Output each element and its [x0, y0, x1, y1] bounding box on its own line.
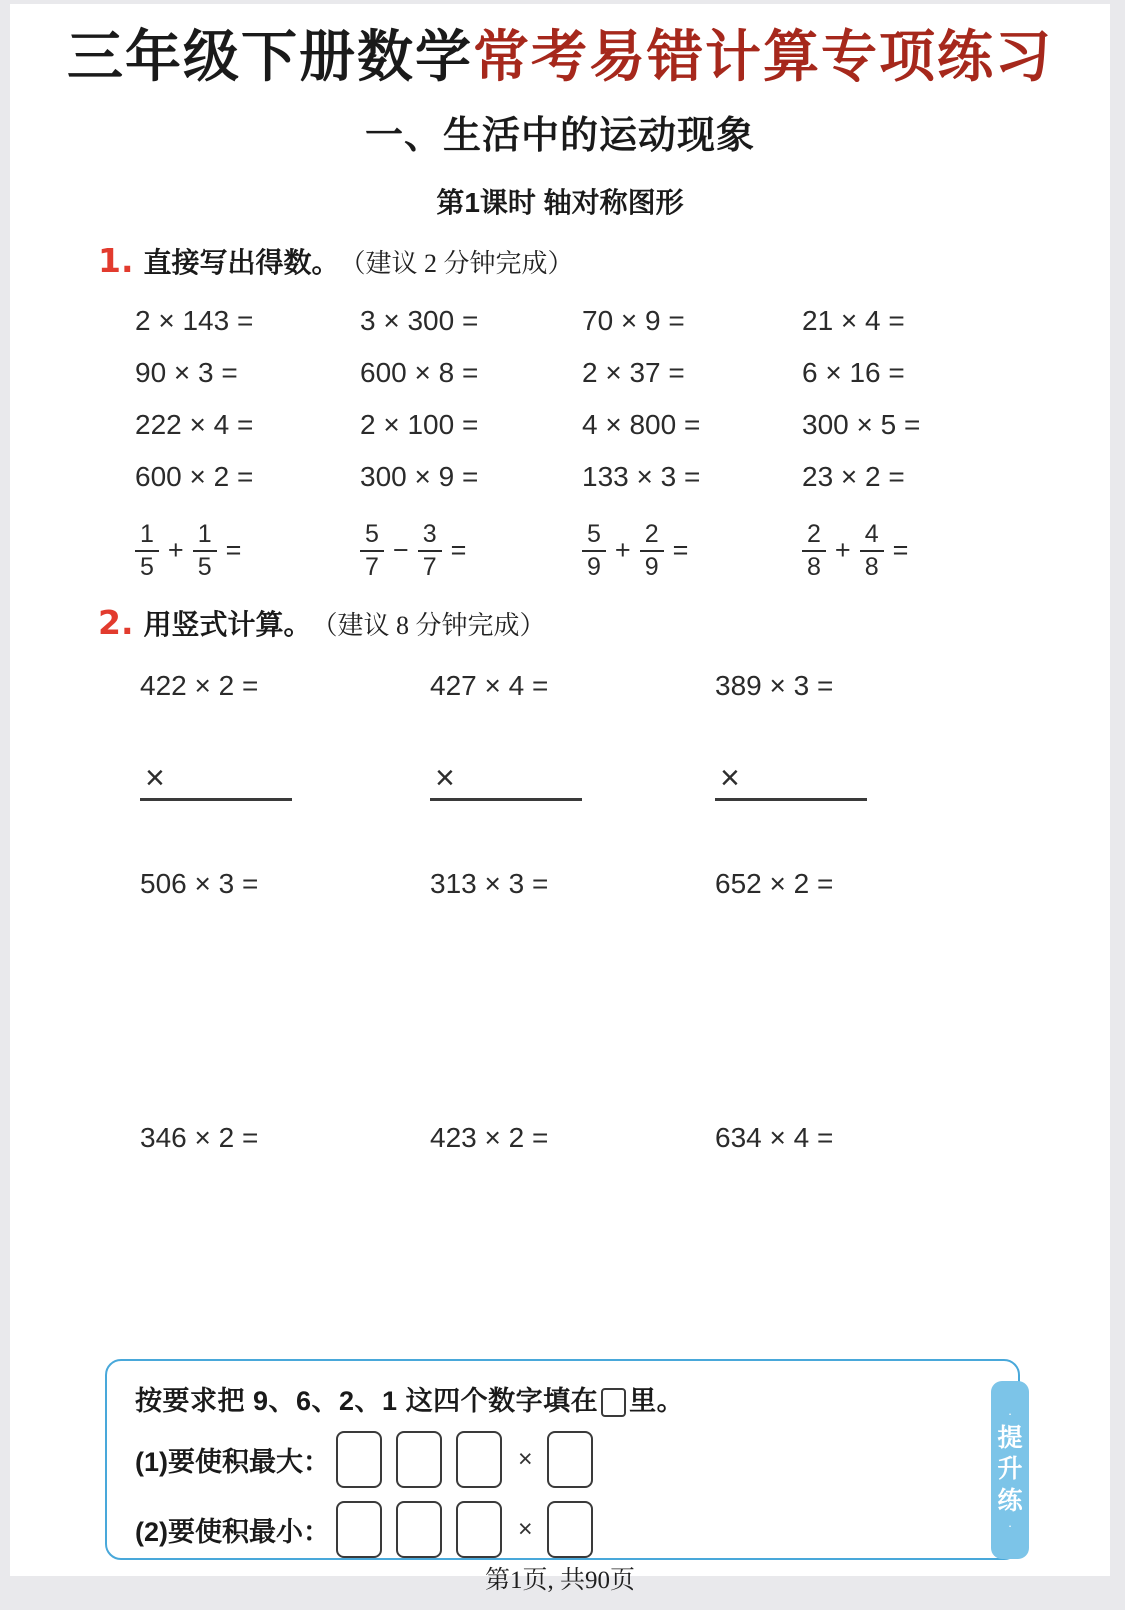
- section-1-title: 直接写出得数。: [143, 246, 340, 278]
- unit-subtitle: 一、生活中的运动现象: [364, 114, 755, 157]
- operator: +: [834, 535, 851, 566]
- math-problem: 21 × 4 =: [802, 304, 905, 336]
- answer-box: [396, 1431, 442, 1488]
- math-problem: 70 × 9 =: [582, 304, 685, 336]
- tab-dot: ·: [1007, 1406, 1013, 1422]
- times-sign: ×: [435, 758, 455, 797]
- tab-char: 练: [997, 1486, 1023, 1515]
- times-sign: ×: [518, 1444, 533, 1473]
- math-problem: 133 × 3 =: [582, 460, 701, 492]
- section-2-header: [98, 603, 1110, 643]
- answer-box: [336, 1431, 382, 1488]
- math-problem: 2 × 37 =: [582, 356, 685, 388]
- times-sign: ×: [518, 1514, 533, 1543]
- bonus-item-2: [135, 1501, 1002, 1558]
- math-problem: 300 × 9 =: [360, 460, 479, 492]
- vertical-calc-workspace: [140, 749, 292, 801]
- equals-sign: =: [672, 535, 689, 566]
- tab-dot: ·: [1007, 1517, 1013, 1533]
- math-problem: 389 × 3 =: [715, 669, 834, 701]
- operator: −: [392, 535, 409, 566]
- math-problem: 600 × 8 =: [360, 356, 479, 388]
- math-problem: 23 × 2 =: [802, 460, 905, 492]
- vertical-calc-workspace: [430, 749, 582, 801]
- page-title: [10, 28, 1110, 90]
- answer-box: [396, 1501, 442, 1558]
- bonus-practice-box: [105, 1359, 1023, 1560]
- math-problem: 6 × 16 =: [802, 356, 905, 388]
- math-problem: 600 × 2 =: [135, 460, 254, 492]
- math-problem: 3 × 300 =: [360, 304, 479, 336]
- equals-sign: =: [892, 535, 909, 566]
- section-2-hint: （建议 8 分钟完成）: [311, 610, 546, 640]
- bonus-item-2-label: (2)要使积最小：: [135, 1516, 330, 1547]
- section-2-title: 用竖式计算。: [143, 608, 312, 640]
- math-problem: 346 × 2 =: [140, 1121, 259, 1153]
- math-problem: 90 × 3 =: [135, 356, 238, 388]
- math-problem: 652 × 2 =: [715, 867, 834, 899]
- page-number: 第1页, 共90页: [484, 1566, 635, 1594]
- vertical-calc-workspace-row: [140, 749, 1110, 801]
- bonus-prompt-after: 里。: [629, 1385, 685, 1416]
- fraction: $\frac{1}{5}$: [135, 520, 159, 582]
- fraction: $\frac{4}{8}$: [860, 520, 884, 582]
- fraction: $\frac{5}{7}$: [360, 520, 384, 582]
- fraction: $\frac{2}{9}$: [640, 520, 664, 582]
- fraction: $\frac{2}{8}$: [802, 520, 826, 582]
- math-problem: 300 × 5 =: [802, 408, 921, 440]
- fraction: $\frac{3}{7}$: [418, 520, 442, 582]
- fraction-problems-row: [135, 507, 1110, 595]
- page-title-black-part: 三年级下册数学: [67, 27, 473, 89]
- operator: +: [167, 535, 184, 566]
- fraction: $\frac{1}{5}$: [193, 520, 217, 582]
- vertical-calc-workspace: [715, 749, 867, 801]
- math-problem: 506 × 3 =: [140, 867, 259, 899]
- times-sign: ×: [145, 758, 165, 797]
- math-problem: 634 × 4 =: [715, 1121, 834, 1153]
- tab-char: 升: [997, 1455, 1023, 1484]
- answer-box: [547, 1431, 593, 1488]
- math-problem: 423 × 2 =: [430, 1121, 549, 1153]
- vertical-calc-row-1: [140, 665, 1110, 707]
- math-problem: 2 × 100 =: [360, 408, 479, 440]
- equals-sign: =: [450, 535, 467, 566]
- section-1-header: [98, 241, 1110, 281]
- math-problem: 427 × 4 =: [430, 669, 549, 701]
- equals-sign: =: [225, 535, 242, 566]
- vertical-calc-row-3: [140, 1117, 1110, 1159]
- bonus-prompt-before: 按要求把 9、6、2、1 这四个数字填在: [135, 1385, 599, 1416]
- bonus-prompt: [135, 1379, 1002, 1418]
- vertical-calc-row-2: [140, 863, 1110, 905]
- answer-box: [336, 1501, 382, 1558]
- tab-char: 提: [997, 1424, 1023, 1453]
- section-2-number: 2.: [98, 602, 134, 642]
- side-tab-improve-practice: [991, 1381, 1029, 1559]
- lesson-title: 第1课时 轴对称图形: [436, 186, 684, 218]
- times-sign: ×: [720, 758, 740, 797]
- fraction-problem: [582, 507, 802, 595]
- section-1-hint: （建议 2 分钟完成）: [339, 248, 574, 278]
- math-problem: 313 × 3 =: [430, 867, 549, 899]
- blank-box-icon: [601, 1388, 626, 1417]
- page-title-red-part: 常考易错计算专项练习: [473, 27, 1053, 89]
- fraction-problem: [360, 507, 582, 595]
- answer-box: [547, 1501, 593, 1558]
- oral-calc-grid: [135, 295, 1110, 503]
- answer-box: [456, 1501, 502, 1558]
- section-1-number: 1.: [98, 240, 134, 280]
- fraction: $\frac{5}{9}$: [582, 520, 606, 582]
- math-problem: 222 × 4 =: [135, 408, 254, 440]
- math-problem: 422 × 2 =: [140, 669, 259, 701]
- answer-box: [456, 1431, 502, 1488]
- worksheet-page: [10, 4, 1110, 1594]
- math-problem: 4 × 800 =: [582, 408, 701, 440]
- math-problem: 2 × 143 =: [135, 304, 254, 336]
- operator: +: [614, 535, 631, 566]
- bonus-item-1-label: (1)要使积最大：: [135, 1446, 330, 1477]
- fraction-problem: [802, 507, 1110, 595]
- bonus-item-1: [135, 1431, 1002, 1488]
- fraction-problem: [135, 507, 360, 595]
